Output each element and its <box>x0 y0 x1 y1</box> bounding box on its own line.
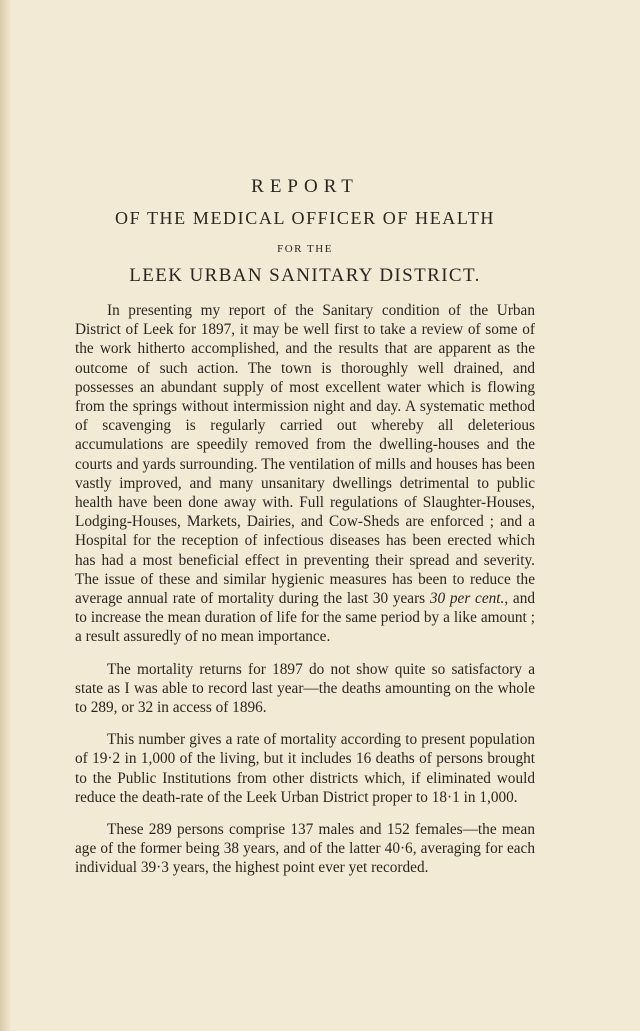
paragraph-1-text-b: , and to increase the mean duration of life for the same period by a like amount ; a result assuredly of no mean importance. <box>75 590 535 646</box>
for-the-line: FOR THE <box>277 243 333 255</box>
report-page <box>75 170 535 891</box>
paragraph-mortality-returns: The mortality returns for 1897 do not show quite so satisfactory a state as I was able to record last year—the deaths amounting on the whole to 289, or 32 in access of 1896. <box>75 660 535 717</box>
report-title: REPORT <box>251 176 359 197</box>
paragraph-mortality-rate: This number gives a rate of mortality according to present population of 19·2 in 1,000 of the living, but it includes 16 deaths of persons brought to the Public Institutions from other districts which, if eliminated would reduce the death-rate of the Leek Urban District proper to 18·1 in 1,000. <box>75 731 535 806</box>
paragraph-sanitary-condition <box>75 301 535 647</box>
paragraph-1-italic: 30 per cent. <box>429 590 505 608</box>
paragraph-ages: These 289 persons comprise 137 males and 152 females—the mean age of the former being 38 years, and of the latter 40·6, averaging for each individual 39·3 years, the highest point ever yet recorded. <box>75 821 535 877</box>
paragraph-1-text-a: In presenting my report of the Sanitary condition of the Urban District of Leek for 1897, it may be well first to take a review of some of the work hitherto accomplished, and the results that are apparent as the outcome of such action. The town is thoroughly well drained, and possesses an abundant supply of most excellent water which is flowing from the springs without intermission night and day. A systematic method of scavenging is regularly carried out whereby all deleterious accumulations are speedily removed from the dwelling-houses and the courts and yards surrounding. The ventilation of mills and houses has been vastly improved, and many unsanitary dwellings detrimental to public health have been done away with. Full regulations of Slaughter-Houses, Lodging-Houses, Markets, Dairies, and Cow-Sheds are enforced ; and a Hospital for the reception of infectious diseases has been erected which has had a most beneficial effect in preventing their spread and severity. The issue of these and similar hygienic measures has been to reduce the average annual rate of mortality during the last 30 years <box>75 302 535 608</box>
page-edge <box>0 0 10 1031</box>
officer-heading: OF THE MEDICAL OFFICER OF HEALTH <box>114 208 496 228</box>
district-heading: LEEK URBAN SANITARY DISTRICT. <box>129 265 481 286</box>
